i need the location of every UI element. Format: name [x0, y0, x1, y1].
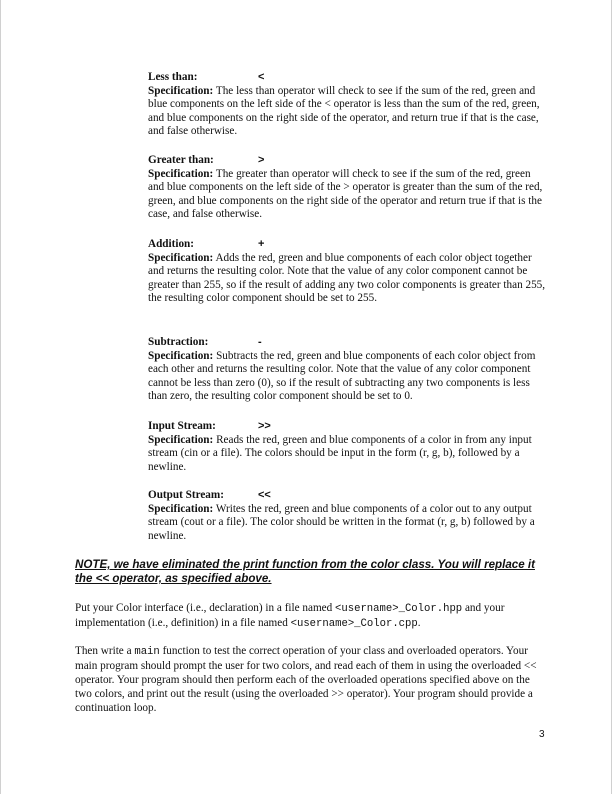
main-code: main	[134, 646, 160, 658]
spec-text: Subtracts the red, green and blue components of each color object from each other and returns the resulting color. Note that the value of any color component cannot be less than zero (0), so if the result of subtracting any two components is less than zero, the resulting color component should be set to 0.	[148, 350, 536, 403]
spec-label: Specification:	[148, 252, 214, 264]
operator-symbol: >	[258, 154, 265, 166]
main-function-paragraph: Then write a main function to test the correct operation of your class and overloaded operators. Your main program should prompt the user for two colors, and read each of them in using the overloaded << operator. Your program should then perform each of the overloaded operations specified above on the two colors, and print out the result (using the overloaded >> operator). Your program should provide a continuation loop.	[75, 645, 537, 714]
spec-text: The less than operator will check to see if the sum of the red, green and blue components on the left side of the < operator is less than the sum of the red, green, and blue components on the right side of the operator, and return true if that is the case, and false otherwise.	[148, 85, 540, 138]
hpp-filename: <username>_Color.hpp	[335, 603, 463, 615]
operator-name: Addition:	[148, 238, 195, 250]
spec-text: The greater than operator will check to see if the sum of the red, green and blue components on the left side of the > operator is greater than the sum of the red, green, and blue components on the right side of the operator and return true if that is the case, and false otherwise.	[148, 168, 543, 221]
spec-text: Adds the red, green and blue components of each color object together and returns the resulting color. Note that the value of any color component cannot be greater than 255, so if the result of adding any two color components is greater than 255, the resulting color component should be set to 255.	[148, 252, 546, 305]
interface-paragraph: Put your Color interface (i.e., declaration) in a file named <username>_Color.hpp and your implementation (i.e., definition) in a file named <username>_Color.cpp.	[75, 602, 505, 630]
spec-text: Reads the red, green and blue components of a color in from any input stream (cin or a file). The colors should be input in the form (r, g, b), followed by a newline.	[148, 434, 532, 473]
spec-label: Specification:	[148, 168, 214, 180]
operator-name: Input Stream:	[148, 420, 216, 432]
spec-label: Specification:	[148, 434, 214, 446]
operator-subtraction	[148, 336, 548, 404]
page-number: 3	[539, 729, 545, 740]
cpp-filename: <username>_Color.cpp	[290, 618, 418, 630]
operator-symbol: +	[258, 238, 265, 250]
operator-less-than	[148, 71, 548, 139]
operator-symbol: <<	[258, 489, 271, 501]
spec-label: Specification:	[148, 503, 214, 515]
operator-output-stream	[148, 489, 548, 543]
operator-name: Output Stream:	[148, 489, 224, 501]
operator-input-stream	[148, 420, 548, 474]
operator-addition	[148, 238, 548, 306]
note-print-function: NOTE, we have eliminated the print function from the color class. You will replace it the << operator, as specified above.	[75, 558, 535, 585]
operator-name: Greater than:	[148, 154, 214, 166]
spec-text: Writes the red, green and blue components of a color out to any output stream (cout or a file). The color should be written in the format (r, g, b) followed by a newline.	[148, 503, 535, 542]
operator-symbol: <	[258, 71, 265, 83]
spec-label: Specification:	[148, 350, 214, 362]
operator-name: Subtraction:	[148, 336, 209, 348]
spec-label: Specification:	[148, 85, 214, 97]
operator-greater-than	[148, 154, 548, 222]
operator-symbol: >>	[258, 420, 271, 432]
operator-symbol: -	[258, 336, 262, 348]
operator-name: Less than:	[148, 71, 198, 83]
